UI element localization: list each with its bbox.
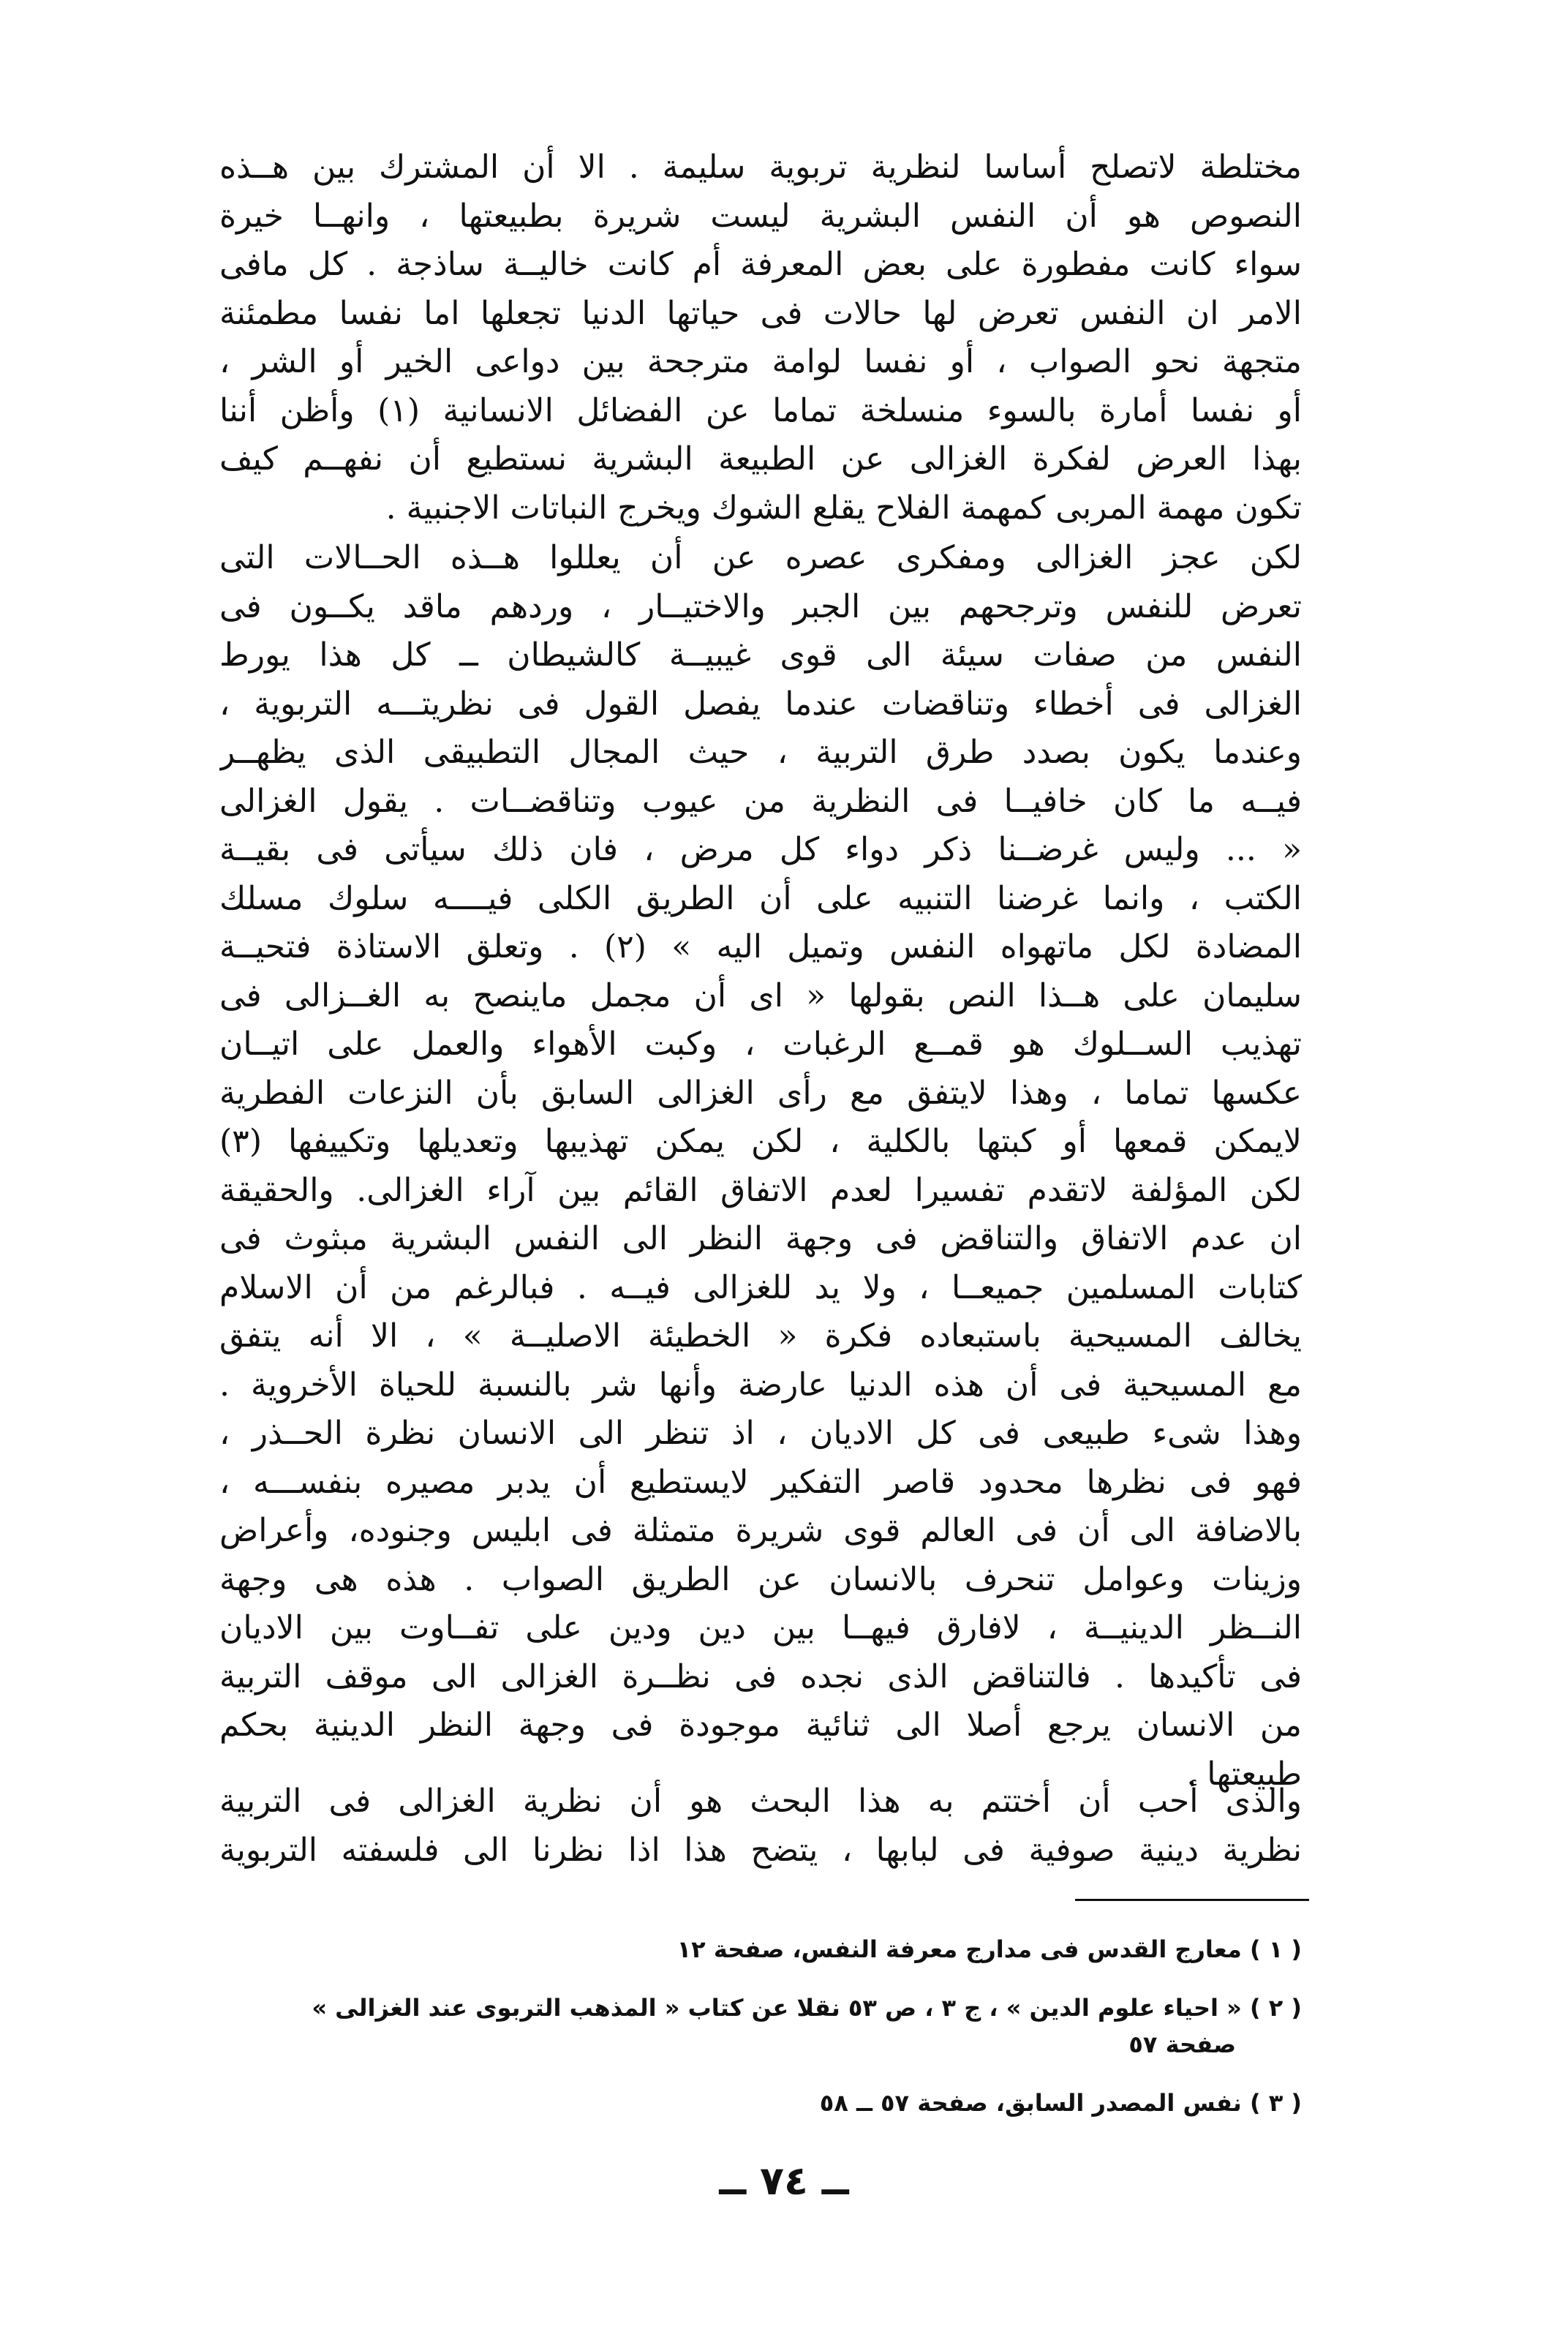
text-line: تهذيب الســلوك هو قمــع الرغبات ، وكبت الأهواء والعمل على اتيــان (219, 1025, 1302, 1063)
text-line: مع المسيحية فى أن هذه الدنيا عارضة وأنها شر بالنسبة للحياة الأخروية . (219, 1366, 1302, 1404)
text-line: فى تأكيدها . فالتناقض الذى نجده فى نظــرة الغزالى الى موقف التربية (219, 1657, 1302, 1695)
text-line: عكسها تماما ، وهذا لايتفق مع رأى الغزالى السابق بأن النزعات الفطرية (219, 1074, 1302, 1112)
text-line: النــظر الدينيــة ، لافارق فيهــا بين دين ودين على تفــاوت بين الاديان (219, 1609, 1302, 1646)
text-line: فهو فى نظرها محدود قاصر التفكير لايستطيع أن يدبر مصيره بنفســـه ، (219, 1463, 1302, 1501)
footnote-text: ( ١ ) معارج القدس فى مدارج معرفة النفس، صفحة ١٢ (676, 1935, 1302, 1963)
text-line: وعندما يكون بصدد طرق التربية ، حيث المجال التطبيقى الذى يظهــر (219, 734, 1302, 771)
text-line: « ... وليس غرضــنا ذكر دواء كل مرض ، فان ذلك سيأتى فى بقيــة (219, 831, 1302, 868)
text-line: أو نفسا أمارة بالسوء منسلخة تماما عن الفضائل الانسانية (١) وأظن أننا (219, 391, 1302, 429)
footnote-text: ( ٢ ) « احياء علوم الدين » ، ج ٣ ، ص ٥٣ نقلا عن كتاب « المذهب التربوى عند الغزالى » (312, 1994, 1302, 2022)
text-line: الغزالى فى أخطاء وتناقضات عندما يفصل القول فى نظريتـــه التربوية ، (219, 685, 1302, 723)
text-line: لكن عجز الغزالى ومفكرى عصره عن أن يعللوا هــذه الحــالات التى (219, 539, 1302, 576)
text-line: المضادة لكل ماتهواه النفس وتميل اليه » (٢) . وتعلق الاستاذة فتحيــة (219, 928, 1302, 966)
text-line: الكتب ، وانما غرضنا التنبيه على أن الطريق الكلى فيــــه سلوك مسلك (219, 879, 1302, 917)
footnote (219, 2085, 1302, 2121)
page-number: ــ ٧٤ ــ (719, 2158, 849, 2204)
body-paragraph (219, 534, 1302, 1799)
text-line: النفس من صفات سيئة الى قوى غيبيــة كالشيطان ــ كل هذا يورط (219, 636, 1302, 674)
body-paragraph (219, 143, 1302, 532)
body-paragraph (219, 1777, 1302, 1875)
text-line: كتابات المسلمين جميعــا ، ولا يد للغزالى فيــه . فبالرغم من أن الاسلام (219, 1268, 1302, 1306)
text-line: يخالف المسيحية باستبعاده فكرة « الخطيئة الاصليــة » ، الا أنه يتفق (219, 1317, 1302, 1355)
footnote-text: صفحة ٥٧ (1128, 2030, 1236, 2058)
footnote-divider (1075, 1899, 1309, 1901)
text-line: ان عدم الاتفاق والتناقض فى وجهة النظر الى النفس البشرية مبثوث فى (219, 1220, 1302, 1257)
footnote (219, 1931, 1302, 1968)
text-line: من الانسان يرجع أصلا الى ثنائية موجودة فى وجهة النظر الدينية بحكم (219, 1706, 1302, 1744)
text-line: سواء كانت مفطورة على بعض المعرفة أم كانت خاليــة ساذجة . كل مافى (219, 246, 1302, 283)
text-line: الامر ان النفس تعرض لها حالات فى حياتها الدنيا تجعلها اما نفسا مطمئنة (219, 294, 1302, 332)
text-line: وهذا شىء طبيعى فى كل الاديان ، اذ تنظر الى الانسان نظرة الحــذر ، (219, 1415, 1302, 1452)
footnote-text: ( ٣ ) نفس المصدر السابق، صفحة ٥٧ ــ ٥٨ (819, 2089, 1302, 2117)
text-line: لكن المؤلفة لاتقدم تفسيرا لعدم الاتفاق القائم بين آراء الغزالى. والحقيقة (219, 1171, 1302, 1209)
text-line: طبيعتها . (1186, 1755, 1302, 1793)
text-line: سليمان على هــذا النص بقولها « اى أن مجمل ماينصح به الغــزالى فى (219, 976, 1302, 1015)
text-line: لايمكن قمعها أو كبتها بالكلية ، لكن يمكن تهذيبها وتعديلها وتكييفها (٣) (219, 1123, 1302, 1160)
text-line: النصوص هو أن النفس البشرية ليست شريرة بطبيعتها ، وانهــا خيرة (219, 197, 1302, 235)
text-line: تكون مهمة المربى كمهمة الفلاح يقلع الشوك ويخرج النباتات الاجنبية . (385, 489, 1302, 527)
text-line: وزينات وعوامل تنحرف بالانسان عن الطريق الصواب . هذه هى وجهة (219, 1560, 1302, 1598)
text-line: تعرض للنفس وترجحهم بين الجبر والاختيــار ، وردهم ماقد يكــون فى (219, 587, 1302, 625)
footnote (219, 1990, 1302, 2063)
text-line: والذى أحب أن أختتم به هذا البحث هو أن نظرية الغزالى فى التربية (219, 1783, 1302, 1820)
text-line: فيــه ما كان خافيــا فى النظرية من عيوب وتناقضــات . يقول الغزالى (219, 782, 1302, 820)
text-line: متجهة نحو الصواب ، أو نفسا لوامة مترجحة بين دواعى الخير أو الشر ، (219, 343, 1302, 380)
text-line: بالاضافة الى أن فى العالم قوى شريرة متمثلة فى ابليس وجنوده، وأعراض (219, 1512, 1302, 1549)
text-line: نظرية دينية صوفية فى لبابها ، يتضح هذا اذا نظرنا الى فلسفته التربوية (219, 1831, 1302, 1869)
text-line: بهذا العرض لفكرة الغزالى عن الطبيعة البشرية نستطيع أن نفهــم كيف (219, 440, 1302, 478)
text-line: مختلطة لاتصلح أساسا لنظرية تربوية سليمة . الا أن المشترك بين هــذه (219, 148, 1302, 186)
